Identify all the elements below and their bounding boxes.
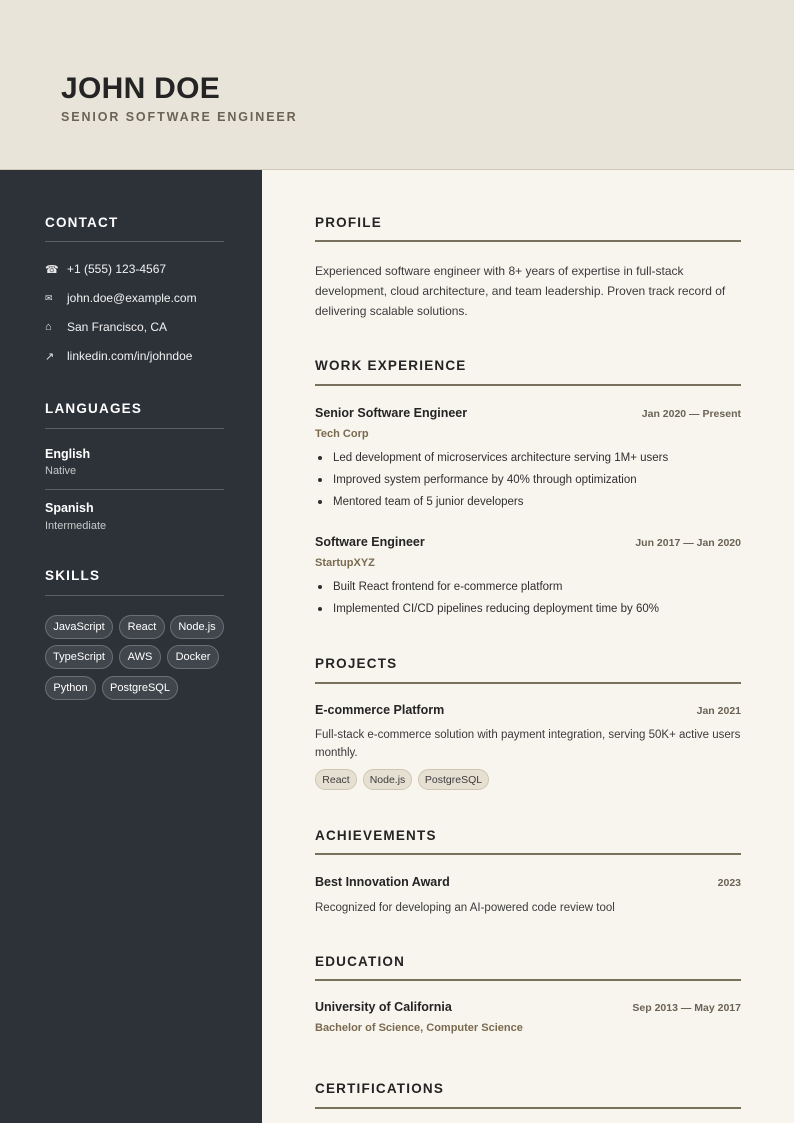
certifications-divider — [315, 1107, 741, 1109]
languages-divider — [45, 428, 224, 429]
job-company: Tech Corp — [315, 428, 369, 440]
contact-phone-text: +1 (555) 123-4567 — [67, 262, 167, 276]
achievement-date: 2023 — [717, 877, 741, 889]
contact-linkedin-text: linkedin.com/in/johndoe — [67, 349, 193, 363]
language-name: English — [45, 447, 91, 461]
project-date: Jan 2021 — [696, 705, 741, 717]
job-bullet: Mentored team of 5 junior developers — [315, 496, 524, 508]
skills-heading: SKILLS — [45, 568, 101, 583]
achievements-divider — [315, 853, 741, 855]
skills-divider — [45, 595, 224, 596]
candidate-title: SENIOR SOFTWARE ENGINEER — [61, 110, 298, 124]
profile-text: Experienced software engineer with 8+ years of expertise in full-stack development, cloud architecture, and team leadership. Proven track record of delivering scalable solutions. — [315, 264, 726, 318]
contact-phone — [45, 260, 166, 278]
achievement-description: Recognized for developing an AI-powered code review tool — [315, 902, 615, 914]
profile-heading: PROFILE — [315, 215, 382, 230]
contact-divider — [45, 241, 224, 242]
skill-chip: TypeScript — [45, 645, 113, 669]
email-icon: ✉ — [45, 292, 53, 303]
education-date: Sep 2013 — May 2017 — [632, 1002, 741, 1014]
achievement-title: Best Innovation Award — [315, 875, 450, 889]
contact-heading: CONTACT — [45, 215, 119, 230]
main-content — [262, 170, 794, 1123]
phone-icon: ☎ — [45, 263, 59, 276]
job-date: Jun 2017 — Jan 2020 — [635, 537, 741, 549]
skill-chip: PostgreSQL — [102, 676, 178, 700]
job-bullet: Improved system performance by 40% through optimization — [315, 474, 637, 486]
languages-heading: LANGUAGES — [45, 401, 143, 416]
project-tag: React — [315, 769, 357, 790]
contact-linkedin — [45, 347, 192, 365]
language-level: Native — [45, 465, 77, 477]
skill-chip: JavaScript — [45, 615, 113, 639]
job-company: StartupXYZ — [315, 557, 375, 569]
projects-divider — [315, 682, 741, 684]
project-tag: PostgreSQL — [418, 769, 489, 790]
language-level: Intermediate — [45, 520, 107, 532]
project-tag: Node.js — [363, 769, 412, 790]
job-title: Senior Software Engineer — [315, 406, 468, 420]
project-description: Full-stack e-commerce solution with payment integration, serving 50K+ active users monthly. — [315, 729, 741, 759]
contact-location-text: San Francisco, CA — [67, 320, 168, 334]
education-divider — [315, 979, 741, 981]
experience-divider — [315, 384, 741, 386]
link-icon: ↗ — [45, 350, 55, 363]
certifications-heading: CERTIFICATIONS — [315, 1081, 445, 1096]
education-degree: Bachelor of Science, Computer Science — [315, 1022, 523, 1034]
skill-chip: Python — [45, 676, 96, 700]
job-date: Jan 2020 — Present — [641, 408, 741, 420]
language-divider — [45, 489, 224, 490]
sidebar — [0, 170, 262, 1123]
home-icon: ⌂ — [45, 321, 52, 333]
project-title: E-commerce Platform — [315, 703, 445, 717]
skill-chip: React — [119, 615, 165, 639]
job-title: Software Engineer — [315, 535, 425, 549]
education-heading: EDUCATION — [315, 954, 406, 969]
job-bullet: Built React frontend for e-commerce platform — [315, 581, 562, 593]
candidate-name: JOHN DOE — [61, 72, 221, 105]
resume-header — [0, 0, 794, 170]
profile-divider — [315, 240, 741, 242]
job-bullet: Led development of microservices architecture serving 1M+ users — [315, 452, 668, 464]
achievements-heading: ACHIEVEMENTS — [315, 828, 437, 843]
skill-chip: AWS — [119, 645, 161, 669]
language-name: Spanish — [45, 501, 94, 515]
contact-email-text: john.doe@example.com — [67, 291, 197, 305]
skill-chip: Docker — [167, 645, 219, 669]
skill-chip: Node.js — [170, 615, 224, 639]
experience-heading: WORK EXPERIENCE — [315, 358, 467, 373]
education-school: University of California — [315, 1000, 452, 1014]
contact-location — [45, 318, 167, 336]
projects-heading: PROJECTS — [315, 656, 398, 671]
job-bullet: Implemented CI/CD pipelines reducing deployment time by 60% — [315, 603, 659, 615]
contact-email — [45, 289, 197, 307]
